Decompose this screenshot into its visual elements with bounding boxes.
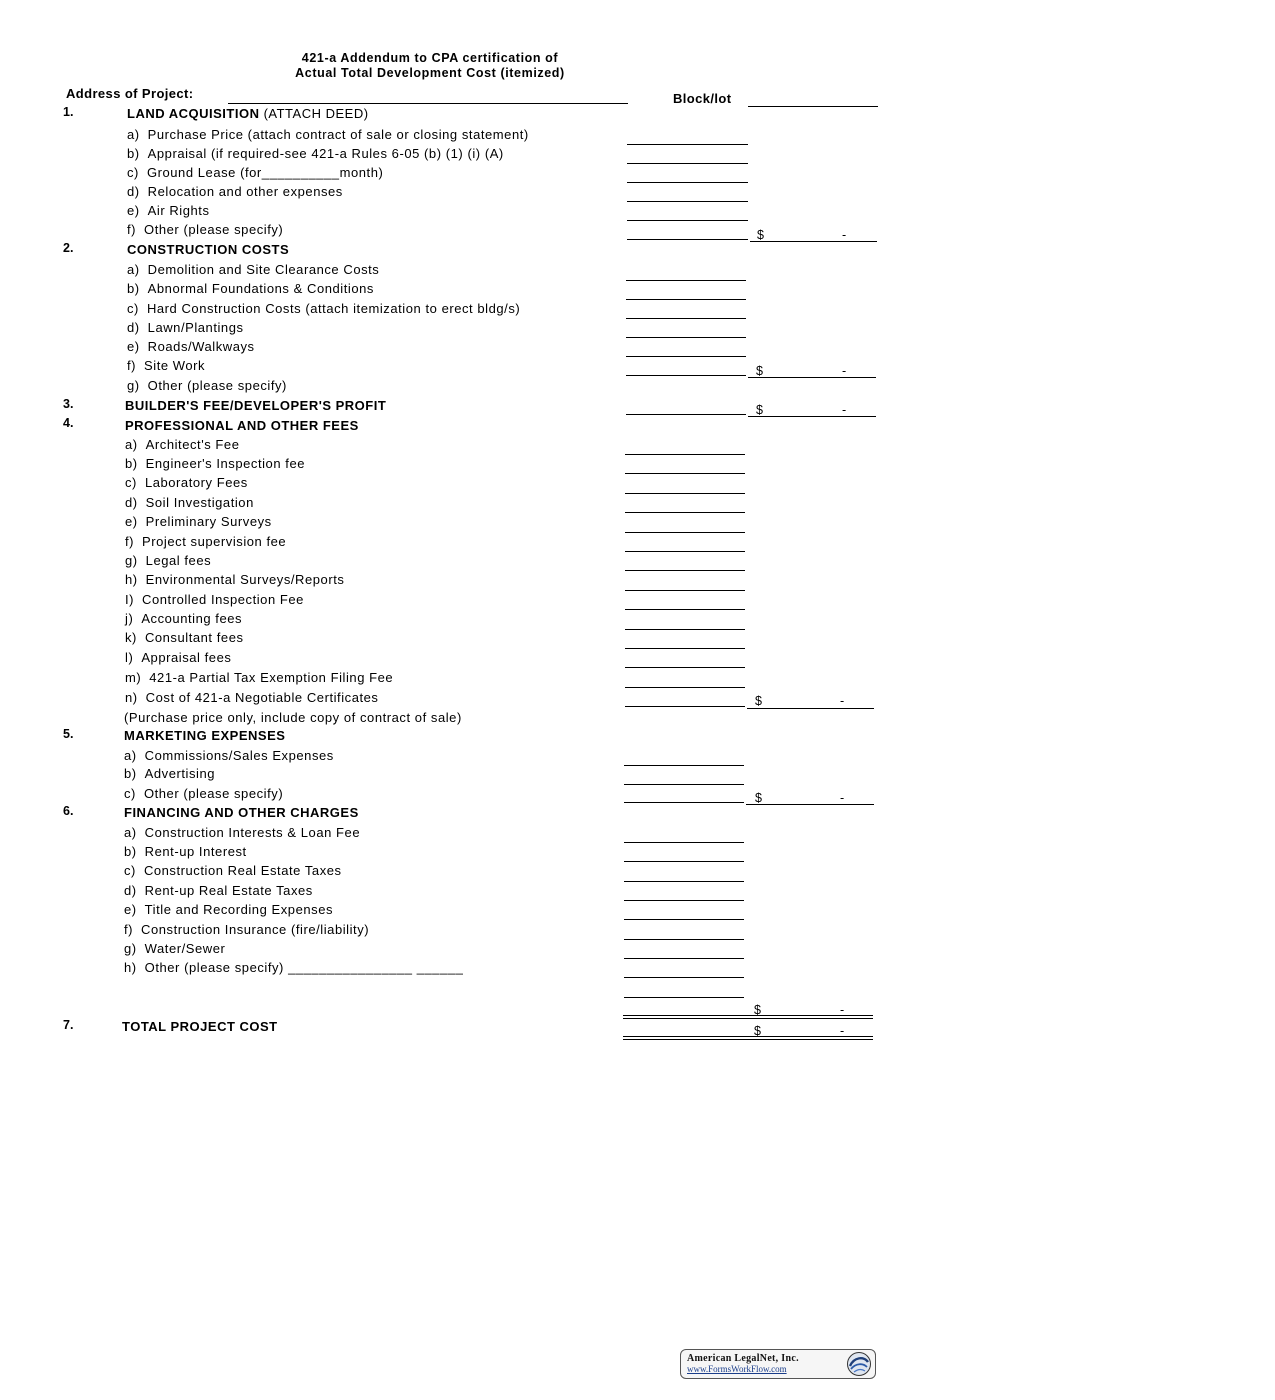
subtotal-line[interactable]	[748, 416, 876, 417]
line-item: e) Title and Recording Expenses	[124, 902, 334, 917]
dollar-sign: $	[756, 403, 763, 417]
section-number: 3.	[63, 397, 74, 411]
amount-line[interactable]	[624, 802, 744, 803]
amount-line[interactable]	[625, 687, 745, 688]
line-item: a) Demolition and Site Clearance Costs	[127, 262, 380, 277]
amount-line[interactable]	[627, 144, 748, 145]
amount-line[interactable]	[626, 337, 746, 338]
section-heading-construction-costs: CONSTRUCTION COSTS	[127, 242, 290, 257]
section-heading-builders-fee: BUILDER'S FEE/DEVELOPER'S PROFIT	[125, 398, 387, 413]
line-item: b) Advertising	[124, 766, 216, 781]
subtotal-value: -	[840, 791, 845, 805]
address-label: Address of Project:	[66, 86, 194, 101]
line-item: f) Other (please specify)	[127, 222, 284, 237]
logo-company-name: American LegalNet, Inc.	[687, 1353, 799, 1364]
line-item: e) Air Rights	[127, 203, 210, 218]
line-item: e) Roads/Walkways	[127, 339, 255, 354]
subtotal-value: -	[840, 1003, 845, 1017]
amount-line[interactable]	[625, 570, 745, 571]
line-item: a) Architect's Fee	[125, 437, 240, 452]
amount-line[interactable]	[624, 958, 744, 959]
amount-line[interactable]	[625, 532, 745, 533]
amount-line[interactable]	[625, 667, 745, 668]
line-item: l) Appraisal fees	[125, 650, 232, 665]
amount-line[interactable]	[624, 939, 744, 940]
amount-line[interactable]	[624, 977, 744, 978]
dollar-sign: $	[755, 791, 762, 805]
dollar-sign: $	[754, 1003, 761, 1017]
line-item: d) Soil Investigation	[125, 495, 254, 510]
amount-line[interactable]	[625, 706, 745, 707]
section-heading-total-project-cost: TOTAL PROJECT COST	[122, 1019, 278, 1034]
line-item: g) Other (please specify)	[127, 378, 287, 393]
line-item: b) Engineer's Inspection fee	[125, 456, 305, 471]
subtotal-value: -	[842, 403, 847, 417]
amount-line[interactable]	[624, 861, 744, 862]
amount-line[interactable]	[625, 629, 745, 630]
amount-line[interactable]	[626, 299, 746, 300]
amount-line[interactable]	[624, 900, 744, 901]
line-item: c) Ground Lease (for__________month)	[127, 165, 384, 180]
amount-line[interactable]	[626, 375, 746, 376]
line-item: d) Relocation and other expenses	[127, 184, 343, 199]
line-item: b) Abnormal Foundations & Conditions	[127, 281, 374, 296]
subtotal-line[interactable]	[750, 241, 877, 242]
amount-line[interactable]	[624, 784, 744, 785]
amount-line[interactable]	[624, 997, 744, 998]
subtotal-value: -	[842, 228, 847, 242]
line-item: j) Accounting fees	[125, 611, 243, 626]
line-item: b) Appraisal (if required-see 421-a Rules 6-05 (b) (1) (i) (A)	[127, 146, 504, 161]
amount-line[interactable]	[627, 163, 748, 164]
amount-line[interactable]	[624, 919, 744, 920]
amount-line[interactable]	[625, 648, 745, 649]
dollar-sign: $	[754, 1024, 761, 1038]
amount-line[interactable]	[625, 454, 745, 455]
line-item: c) Other (please specify)	[124, 786, 284, 801]
amount-line[interactable]	[624, 765, 744, 766]
form-title-line2: Actual Total Development Cost (itemized)	[295, 66, 565, 80]
amount-line[interactable]	[624, 881, 744, 882]
line-item: a) Commissions/Sales Expenses	[124, 748, 334, 763]
dollar-sign: $	[756, 364, 763, 378]
amount-line[interactable]	[626, 356, 746, 357]
subtotal-line[interactable]	[748, 377, 876, 378]
dollar-sign: $	[757, 228, 764, 242]
section-number: 4.	[63, 416, 74, 430]
amount-line[interactable]	[626, 414, 746, 415]
line-item: h) Environmental Surveys/Reports	[125, 572, 345, 587]
subtotal-line[interactable]	[623, 1015, 873, 1016]
section-number: 7.	[63, 1018, 74, 1032]
subtotal-line[interactable]	[746, 804, 874, 805]
line-item: b) Rent-up Interest	[124, 844, 247, 859]
line-item: g) Water/Sewer	[124, 941, 226, 956]
line-item: e) Preliminary Surveys	[125, 514, 272, 529]
line-item: f) Construction Insurance (fire/liability)	[124, 922, 370, 937]
line-item: g) Legal fees	[125, 553, 212, 568]
amount-line[interactable]	[627, 182, 748, 183]
line-item: c) Construction Real Estate Taxes	[124, 863, 342, 878]
line-item: k) Consultant fees	[125, 630, 244, 645]
total-value: -	[840, 1024, 845, 1038]
subtotal-line[interactable]	[747, 708, 874, 709]
subtotal-value: -	[840, 694, 845, 708]
section-number: 2.	[63, 241, 74, 255]
line-item: f) Project supervision fee	[125, 534, 287, 549]
block-lot-input-line[interactable]	[748, 106, 878, 107]
section-heading-professional-fees: PROFESSIONAL AND OTHER FEES	[125, 418, 359, 433]
amount-line[interactable]	[625, 609, 745, 610]
amount-line[interactable]	[625, 473, 745, 474]
section-number: 1.	[63, 105, 74, 119]
amount-line[interactable]	[624, 842, 744, 843]
globe-swirl-icon	[846, 1351, 872, 1377]
section-heading-land-acquisition: LAND ACQUISITION (ATTACH DEED)	[127, 106, 369, 121]
amount-line[interactable]	[625, 512, 745, 513]
subtotal-double-line	[623, 1018, 873, 1019]
line-item: f) Site Work	[127, 358, 206, 373]
line-item: I) Controlled Inspection Fee	[125, 592, 304, 607]
dollar-sign: $	[755, 694, 762, 708]
line-item: c) Hard Construction Costs (attach itemization to erect bldg/s)	[127, 301, 521, 316]
american-legalnet-logo[interactable]	[680, 1349, 876, 1379]
amount-line[interactable]	[625, 493, 745, 494]
address-input-line[interactable]	[228, 103, 628, 104]
total-double-line	[623, 1039, 873, 1040]
line-item: h) Other (please specify) ________________ ______	[124, 960, 464, 975]
amount-line[interactable]	[626, 280, 746, 281]
amount-line[interactable]	[627, 239, 748, 240]
line-item: a) Purchase Price (attach contract of sale or closing statement)	[127, 127, 529, 142]
block-lot-label: Block/lot	[673, 91, 732, 106]
line-item: c) Laboratory Fees	[125, 475, 248, 490]
subtotal-value: -	[842, 364, 847, 378]
line-item: n) Cost of 421-a Negotiable Certificates	[125, 690, 379, 705]
total-line[interactable]	[623, 1036, 873, 1037]
amount-line[interactable]	[625, 551, 745, 552]
line-item: a) Construction Interests & Loan Fee	[124, 825, 361, 840]
section-heading-marketing-expenses: MARKETING EXPENSES	[124, 728, 286, 743]
logo-url-link[interactable]: www.FormsWorkFlow.com	[687, 1364, 787, 1374]
amount-line[interactable]	[625, 590, 745, 591]
amount-line[interactable]	[627, 220, 748, 221]
form-title-line1: 421-a Addendum to CPA certification of	[301, 51, 559, 65]
amount-line[interactable]	[627, 201, 748, 202]
section-heading-financing: FINANCING AND OTHER CHARGES	[124, 805, 359, 820]
section-note: (Purchase price only, include copy of contract of sale)	[124, 710, 462, 725]
line-item: d) Rent-up Real Estate Taxes	[124, 883, 313, 898]
line-item: d) Lawn/Plantings	[127, 320, 244, 335]
section-number: 5.	[63, 727, 74, 741]
line-item: m) 421-a Partial Tax Exemption Filing Fee	[125, 670, 394, 685]
amount-line[interactable]	[626, 318, 746, 319]
section-number: 6.	[63, 804, 74, 818]
